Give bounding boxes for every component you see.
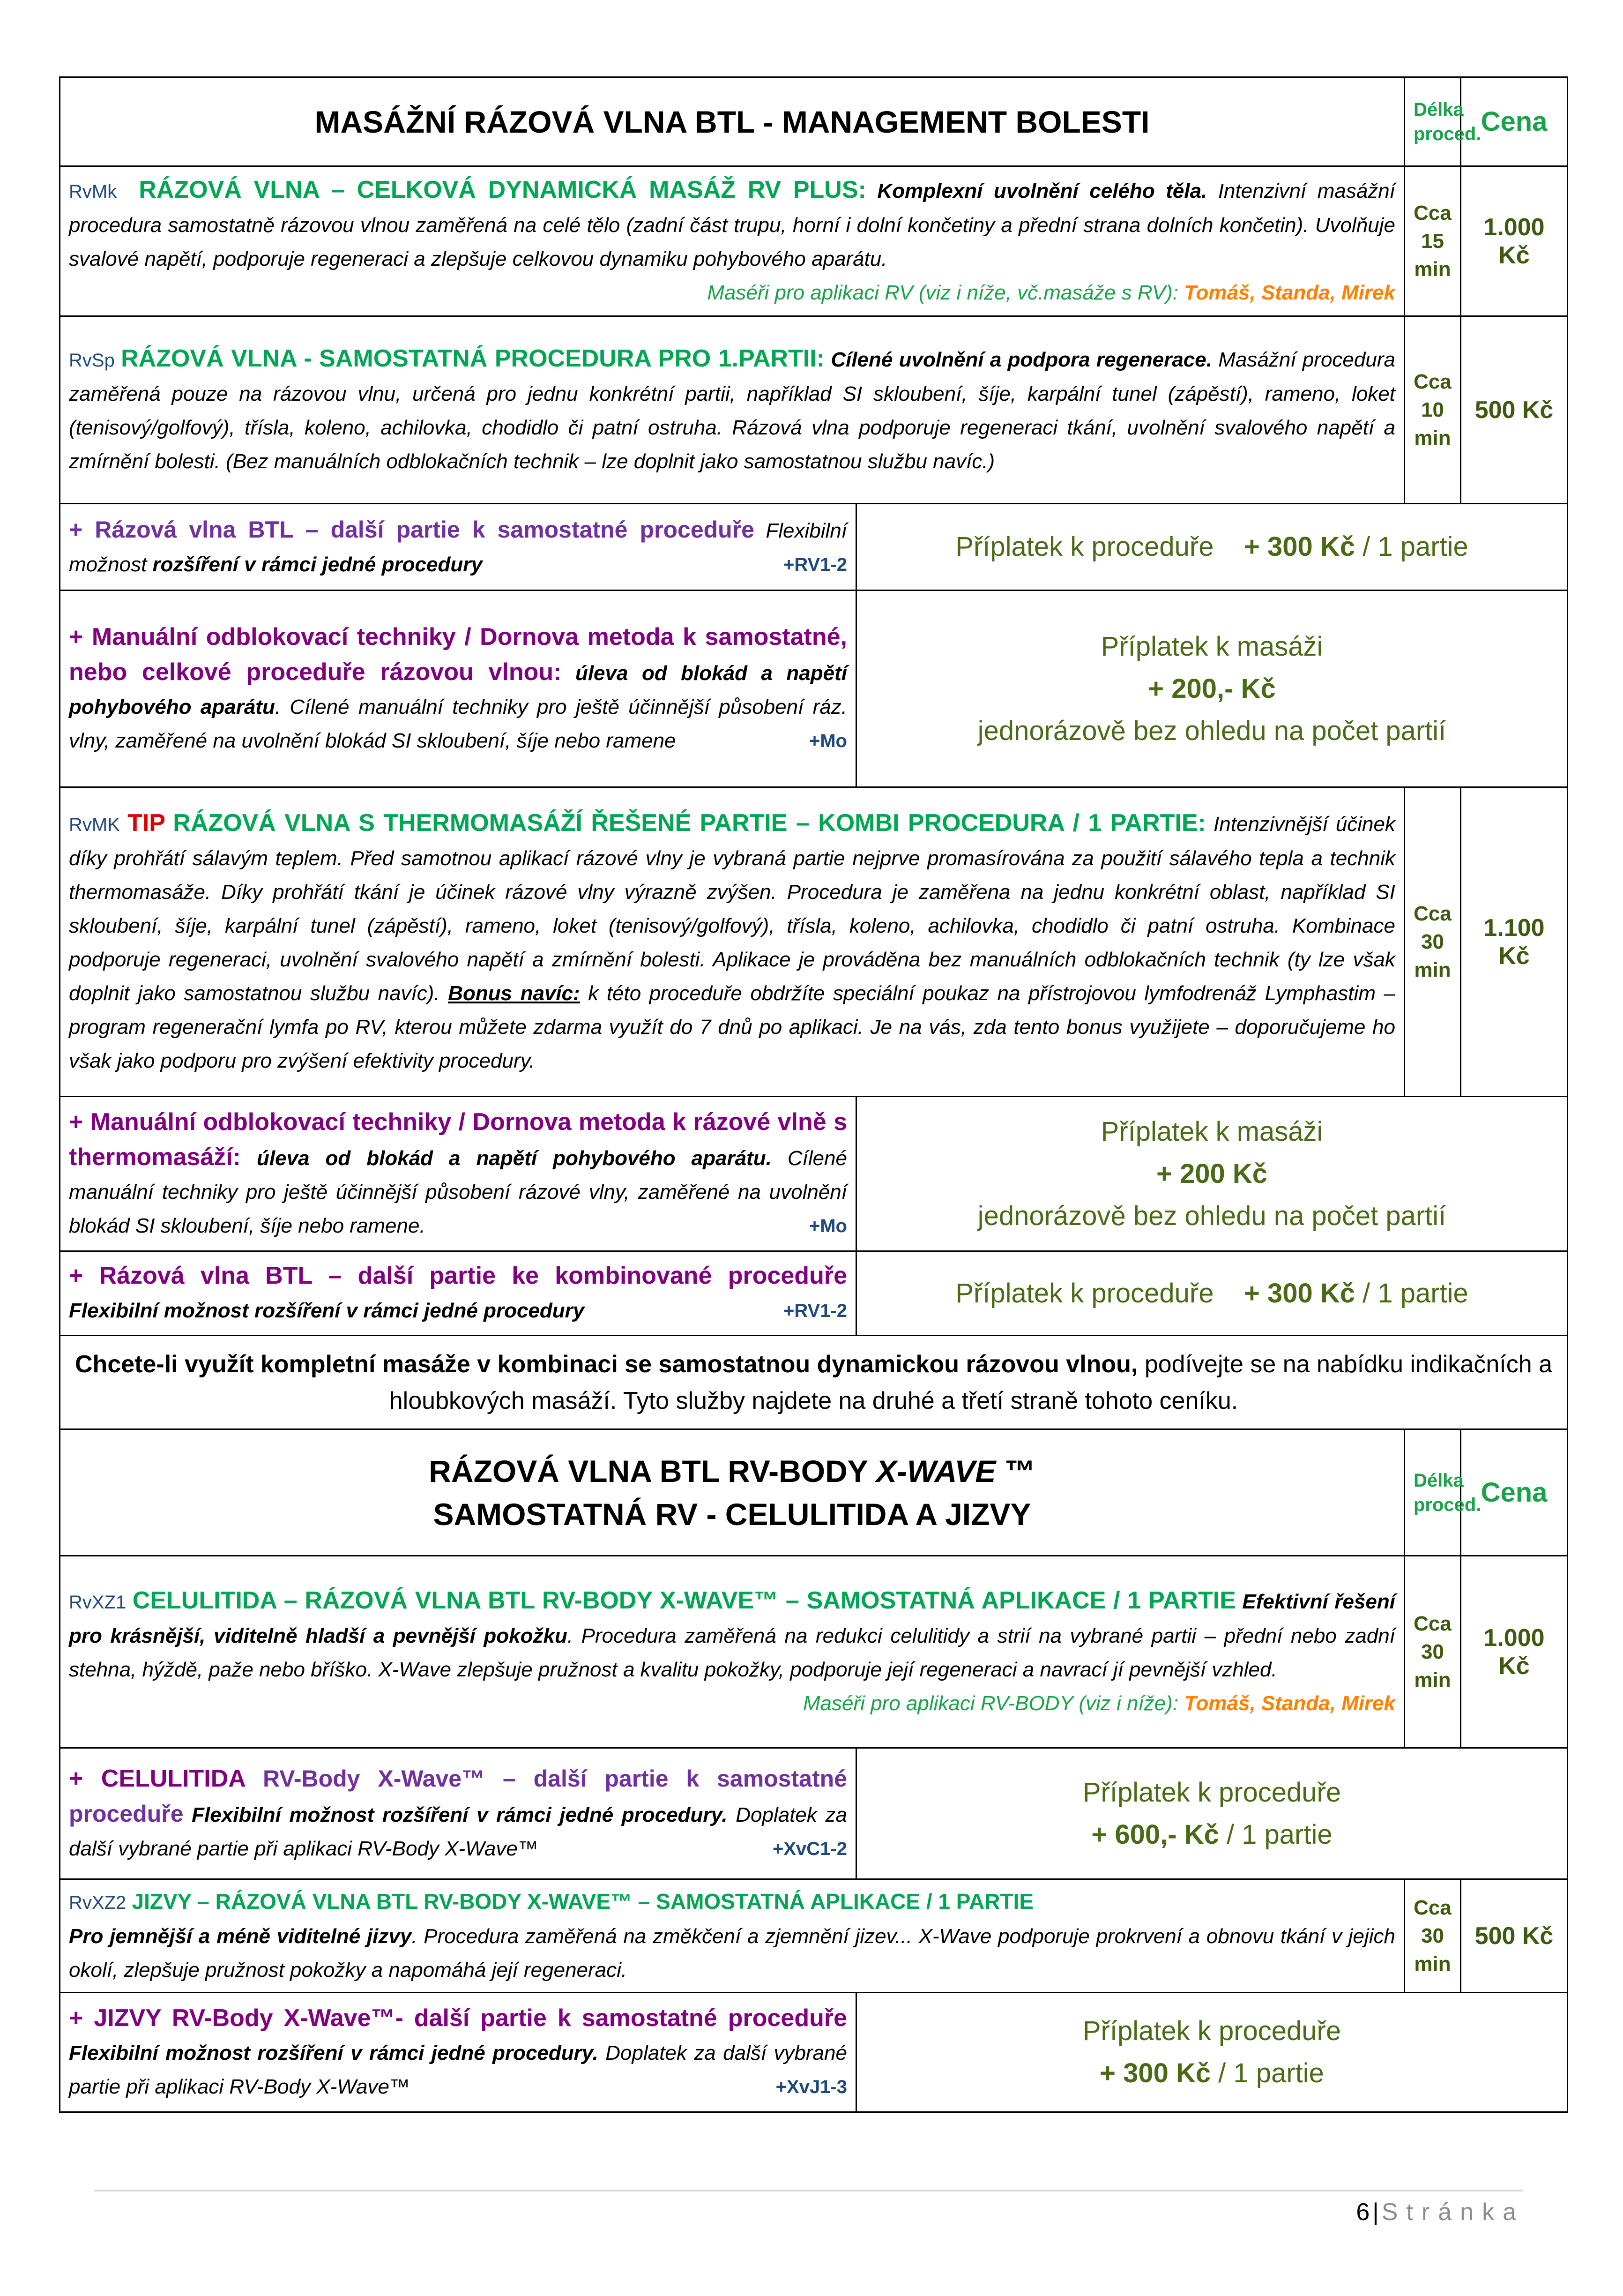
- addon-title: + JIZVY RV-Body X-Wave™- další partie k samostatné proceduře: [69, 2004, 847, 2032]
- addon-title: + Rázová vlna BTL – další partie k samostatné proceduře: [69, 516, 754, 543]
- addon-title: + Rázová vlna BTL – další partie ke kombinované proceduře: [69, 1262, 847, 1289]
- addon-code: +RV1-2: [783, 1301, 847, 1321]
- surcharge-amount: + 200 Kč: [1156, 1158, 1267, 1189]
- service-description: [60, 1556, 1405, 1748]
- service-text: . Procedura zaměřená na změkčení a zjemnění jizev... X-Wave podporuje prokrvení a obnovu tkání v jejich okolí, zlepšuje pružnost pokožky a napomáhá její regeneraci.: [69, 1925, 1396, 1982]
- service-code: RvXZ1: [69, 1592, 127, 1613]
- addon-code: +Mo: [809, 1215, 847, 1236]
- service-duration: Cca 30 min: [1405, 1556, 1461, 1748]
- service-text: Masážní procedura zaměřená pouze na rázovou vlnu, určená pro jednu konkrétní partii, například SI skloubení, šíje, karpální tunel (zápěstí), rameno, loket (tenisový/golfový), třísla, koleno, achilovka, chodidlo či patní ostruha. Rázová vlna podporuje regeneraci tkání, uvolnění svalového napětí a zmírnění bolesti.: [69, 348, 1395, 473]
- addon-description: + Manuální odblokovací techniky / Dornova metoda k rázové vlně s thermomasáží: úleva od blokád a napětí pohybového aparátu. Cílené manuální techniky pro ještě účinnější působení rázové vlny, zaměřené na uvolnění blokád SI skloubení, šíje nebo ramene. +Mo: [60, 1097, 856, 1251]
- addon-surcharge: Příplatek k masáži + 200,- Kč jednorázově bez ohledu na počet partií: [856, 591, 1568, 787]
- service-duration: Cca 15 min: [1405, 166, 1461, 316]
- service-description: [60, 1879, 1405, 1993]
- price-column-header: Cena: [1461, 77, 1568, 166]
- service-subtitle: Cílené uvolnění a podpora regenerace.: [831, 348, 1212, 371]
- section-title: RÁZOVÁ VLNA BTL RV-BODY X-WAVE ™ SAMOSTATNÁ RV - CELULITIDA A JIZVY: [60, 1429, 1405, 1556]
- service-text: Intenzivnější účinek díky prohřátí sálavým teplem. Před samotnou aplikací rázové vlny je vybraná partie nejprve promasírována za použití sálavého tepla a technik thermomasáže. Díky prohřátí tkání je účinek rázové vlny výrazně zvýšen. Procedura je zaměřena na jednu konkrétní oblast, například SI skloubení, šíje, karpální tunel (zápěstí), rameno, loket (tenisový/golfový), třísla, koleno, achilovka, chodidlo či patní ostruha. Kombinace podporuje regeneraci, uvolnění svalového napětí a zmírnění bolesti. Aplikace je prováděna bez manuálních odblokačních technik (ty lze však doplnit jako samostatnou službu navíc).: [69, 812, 1396, 1005]
- section-title: MASÁŽNÍ RÁZOVÁ VLNA BTL - MANAGEMENT BOLESTI: [60, 77, 1405, 166]
- addon-code: +RV1-2: [783, 554, 847, 575]
- service-subtitle: Komplexní uvolnění celého těla.: [877, 179, 1207, 202]
- service-title: JIZVY – RÁZOVÁ VLNA BTL RV-BODY X-WAVE™ – SAMOSTATNÁ APLIKACE / 1 PARTIE: [132, 1889, 1034, 1914]
- service-code: RvXZ2: [69, 1892, 127, 1913]
- page-footer: 6 | Stránka: [1356, 2199, 1525, 2226]
- service-title: RÁZOVÁ VLNA – CELKOVÁ DYNAMICKÁ MASÁŽ RV PLUS:: [139, 176, 866, 203]
- service-price: 500 Kč: [1461, 316, 1568, 504]
- service-price: 1.100 Kč: [1461, 787, 1568, 1097]
- addon-row-rv12-kombi: [60, 1251, 1568, 1336]
- addon-description: + JIZVY RV-Body X-Wave™- další partie k samostatné proceduře Flexibilní možnost rozšíření v rámci jedné procedury. Doplatek za další vybrané partie při aplikaci RV-Body X-Wave™ +XvJ1-3: [60, 1993, 856, 2112]
- service-code: RvSp: [69, 350, 115, 371]
- service-title: RÁZOVÁ VLNA S THERMOMASÁŽÍ ŘEŠENÉ PARTIE – KOMBI PROCEDURA / 1 PARTIE:: [173, 809, 1206, 837]
- addon-row-xvj: [60, 1993, 1568, 2112]
- addon-title: + Manuální odblokovací techniky / Dornova metoda k rázové vlně s thermomasáží:: [69, 1108, 847, 1171]
- addon-surcharge: Příplatek k proceduře + 300 Kč / 1 partie: [856, 504, 1568, 591]
- addon-surcharge: Příplatek k masáži + 200 Kč jednorázově bez ohledu na počet partií: [856, 1097, 1568, 1251]
- service-row-rvmk: [60, 166, 1568, 316]
- price-table: [59, 76, 1568, 2113]
- service-row-rvxz1: [60, 1556, 1568, 1748]
- service-text: . Procedura zaměřená na redukci celulitidy a strií na vybrané partii – přední nebo zadní stehna, hýždě, paže nebo bříško. X-Wave zlepšuje pružnost a kvalitu pokožky, podporuje její regeneraci a navrací jí pevnější vzhled.: [69, 1624, 1395, 1681]
- service-description: [60, 166, 1405, 316]
- bonus-text: k této proceduře obdržíte speciální poukaz na přístrojovou lymfodrenáž Lymphastim – program regenerační lymfa po RV, kterou můžete zdarma využít do 7 dnů po aplikaci. Je na vás, zda tento bonus využijete – doporučujeme ho však jako podporu pro zvýšení efektivity procedury.: [69, 981, 1395, 1072]
- duration-column-header: Délka proced.: [1405, 77, 1461, 166]
- surcharge-amount: + 300 Kč: [1243, 1278, 1355, 1309]
- addon-description: + Rázová vlna BTL – další partie k samostatné proceduře Flexibilní možnost rozšíření v rámci jedné procedury +RV1-2: [60, 504, 856, 591]
- service-price: 1.000 Kč: [1461, 1556, 1568, 1748]
- service-price: 1.000 Kč: [1461, 166, 1568, 316]
- surcharge-amount: + 300 Kč: [1243, 531, 1355, 562]
- service-row-rvxz2: [60, 1879, 1568, 1993]
- addon-description: + CELULITIDA RV-Body X-Wave™ – další partie k samostatné proceduře Flexibilní možnost rozšíření v rámci jedné procedury. Doplatek za další vybrané partie při aplikaci RV-Body X-Wave™ +XvC1-2: [60, 1748, 856, 1879]
- surcharge-amount: + 300 Kč: [1100, 2058, 1211, 2088]
- service-description: [60, 316, 1405, 504]
- service-note: (Bez manuálních odblokačních technik – lze doplnit jako samostatnou službu navíc.): [226, 449, 995, 473]
- service-title: CELULITIDA – RÁZOVÁ VLNA BTL RV-BODY X-WAVE™ – SAMOSTATNÁ APLIKACE / 1 PARTIE: [132, 1586, 1236, 1614]
- section-header-row: [60, 77, 1568, 166]
- service-title: RÁZOVÁ VLNA - SAMOSTATNÁ PROCEDURA PRO 1.PARTII:: [121, 344, 825, 372]
- masers-names: Tomáš, Standa, Mirek: [1184, 281, 1395, 304]
- duration-column-header: Délka proced.: [1405, 1429, 1461, 1556]
- addon-title: + Manuální odblokovací techniky / Dornova metoda k samostatné, nebo celkové proceduře rázovou vlnou:: [69, 623, 847, 686]
- addon-description: + Manuální odblokovací techniky / Dornova metoda k samostatné, nebo celkové proceduře rázovou vlnou: úleva od blokád a napětí pohybového aparátu. Cílené manuální techniky pro ještě účinnější působení ráz. vlny, zaměřené na uvolnění blokád SI skloubení, šíje nebo ramene +Mo: [60, 591, 856, 787]
- service-duration: Cca 30 min: [1405, 787, 1461, 1097]
- service-duration: Cca 30 min: [1405, 1879, 1461, 1993]
- page-number: 6: [1356, 2199, 1370, 2226]
- tip-badge: TIP: [127, 809, 165, 837]
- addon-title: + CELULITIDA: [69, 1765, 246, 1792]
- service-code: RvMk: [69, 181, 117, 202]
- surcharge-amount: + 200,- Kč: [1148, 673, 1276, 704]
- bonus-label: Bonus navíc:: [448, 981, 580, 1005]
- addon-code: +XvC1-2: [773, 1838, 847, 1859]
- masers-label: Maséři pro aplikaci RV (viz i níže, vč.masáže s RV):: [707, 281, 1179, 304]
- service-price: 500 Kč: [1461, 1879, 1568, 1993]
- page-label: Stránka: [1381, 2199, 1525, 2226]
- addon-row-xvc: [60, 1748, 1568, 1879]
- addon-code: +XvJ1-3: [775, 2076, 847, 2097]
- service-text: Intenzivní masážní procedura samostatně rázovou vlnou zaměřená na celé tělo (zadní část trupu, horní i dolní končetiny a přední strana dolních končetin). Uvolňuje svalové napětí, podporuje regeneraci a zlepšuje celkovou dynamiku pohybového aparátu.: [69, 179, 1395, 270]
- addon-surcharge: Příplatek k proceduře + 600,- Kč / 1 partie: [856, 1748, 1568, 1879]
- addon-surcharge: Příplatek k proceduře + 300 Kč / 1 partie: [856, 1993, 1568, 2112]
- info-note-row: [60, 1336, 1568, 1429]
- footer-divider: [94, 2190, 1523, 2191]
- service-row-rvmk-tip: [60, 787, 1568, 1097]
- service-subtitle: Efektivní řešení pro krásnější, viditelně hladší a pevnější pokožku: [69, 1590, 1395, 1647]
- addon-description: + Rázová vlna BTL – další partie ke kombinované proceduře Flexibilní možnost rozšíření v rámci jedné procedury +RV1-2: [60, 1251, 856, 1336]
- service-description: [60, 787, 1405, 1097]
- info-note: Chcete-li využít kompletní masáže v kombinaci se samostatnou dynamickou rázovou vlnou, podívejte se na nabídku indikačních a hloubkových masáží. Tyto služby najdete na druhé a třetí straně tohoto ceníku.: [60, 1336, 1568, 1429]
- price-column-header: Cena: [1461, 1429, 1568, 1556]
- price-list-page: [59, 76, 1567, 2113]
- masers-names: Tomáš, Standa, Mirek: [1184, 1691, 1395, 1715]
- masers-label: Maséři pro aplikaci RV-BODY (viz i níže):: [803, 1691, 1179, 1715]
- addon-row-mo: [60, 591, 1568, 787]
- addon-code: +Mo: [809, 730, 847, 751]
- service-subtitle: Pro jemnější a méně viditelné jizvy: [69, 1925, 412, 1948]
- service-code: RvMK: [69, 814, 120, 835]
- section-header-row-2: [60, 1429, 1568, 1556]
- addon-row-mo-thermo: [60, 1097, 1568, 1251]
- service-duration: Cca 10 min: [1405, 316, 1461, 504]
- surcharge-amount: + 600,- Kč: [1091, 1819, 1219, 1850]
- addon-surcharge: Příplatek k proceduře + 300 Kč / 1 partie: [856, 1251, 1568, 1336]
- addon-row-rv12: [60, 504, 1568, 591]
- service-row-rvsp: [60, 316, 1568, 504]
